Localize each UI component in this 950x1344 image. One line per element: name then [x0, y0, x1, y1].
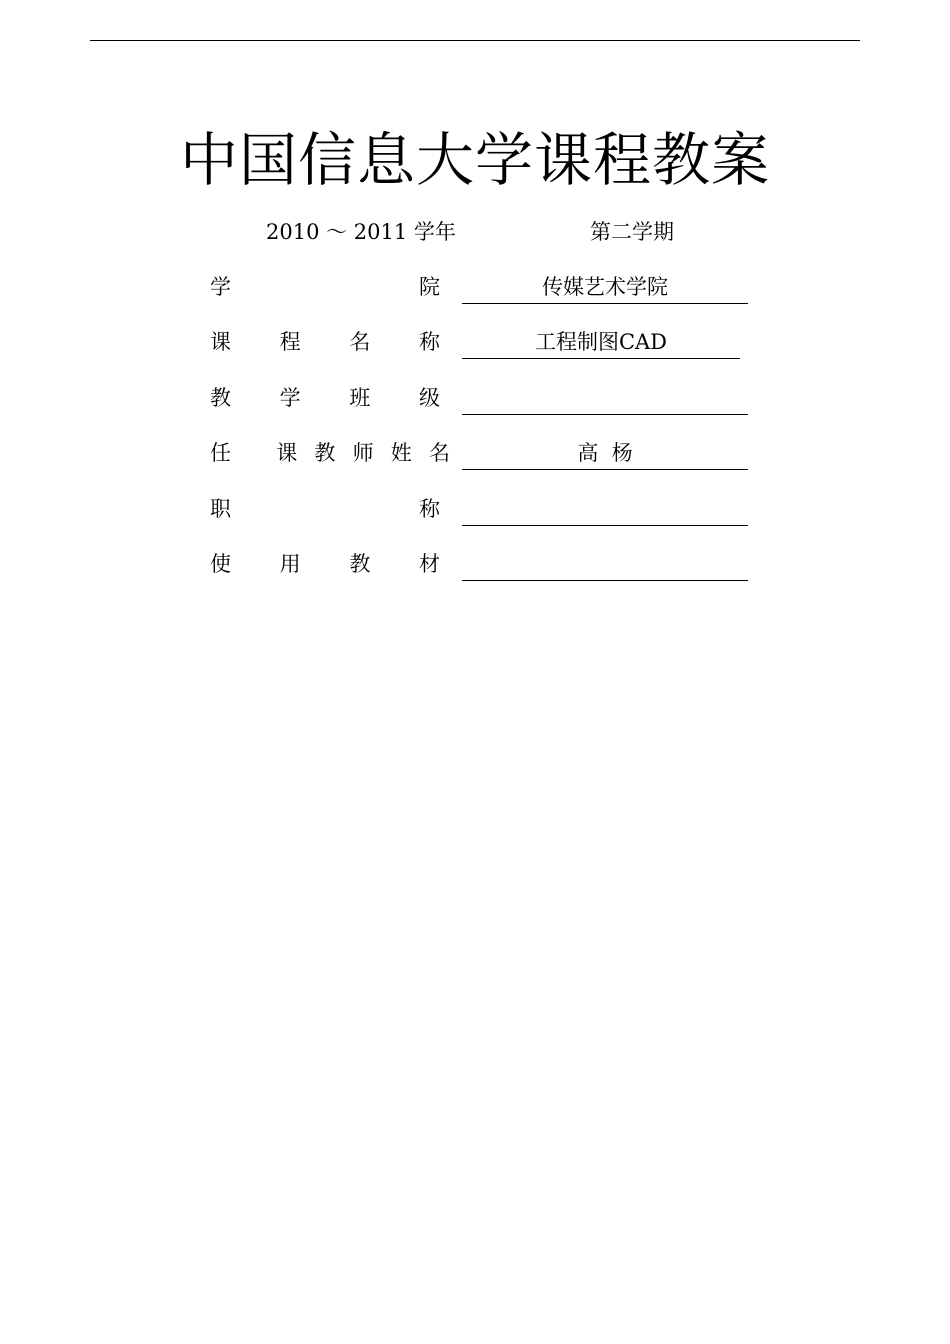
field-label-teacher: 任 课 教 师 姓 名	[210, 441, 450, 465]
academic-year-line	[0, 216, 950, 248]
job-title-field[interactable]	[462, 492, 748, 526]
academic-year: 2010 ～ 2011 学年	[266, 220, 456, 244]
textbook-field[interactable]	[462, 547, 748, 581]
document-title: 中国信息大学课程教案	[179, 126, 770, 194]
field-row-textbook	[210, 547, 750, 581]
field-row-class	[210, 381, 750, 415]
semester: 第二学期	[590, 220, 674, 244]
field-row-teacher	[210, 436, 750, 470]
class-field[interactable]	[462, 381, 748, 415]
field-row-college	[210, 270, 750, 304]
field-row-job-title	[210, 492, 750, 526]
college-field[interactable]: 传媒艺术学院	[462, 270, 748, 304]
field-label-textbook: 使 用 教 材	[210, 552, 440, 576]
field-label-job-title: 职 称	[210, 497, 440, 521]
field-label-course-name: 课 程 名 称	[210, 330, 440, 354]
field-label-class: 教 学 班 级	[210, 386, 440, 410]
teacher-name-field[interactable]: 高 杨	[462, 436, 748, 470]
field-label-college: 学 院	[210, 275, 440, 299]
course-name-field[interactable]: 工程制图CAD	[462, 325, 740, 359]
header-rule	[90, 40, 860, 41]
field-row-course-name	[210, 325, 750, 359]
